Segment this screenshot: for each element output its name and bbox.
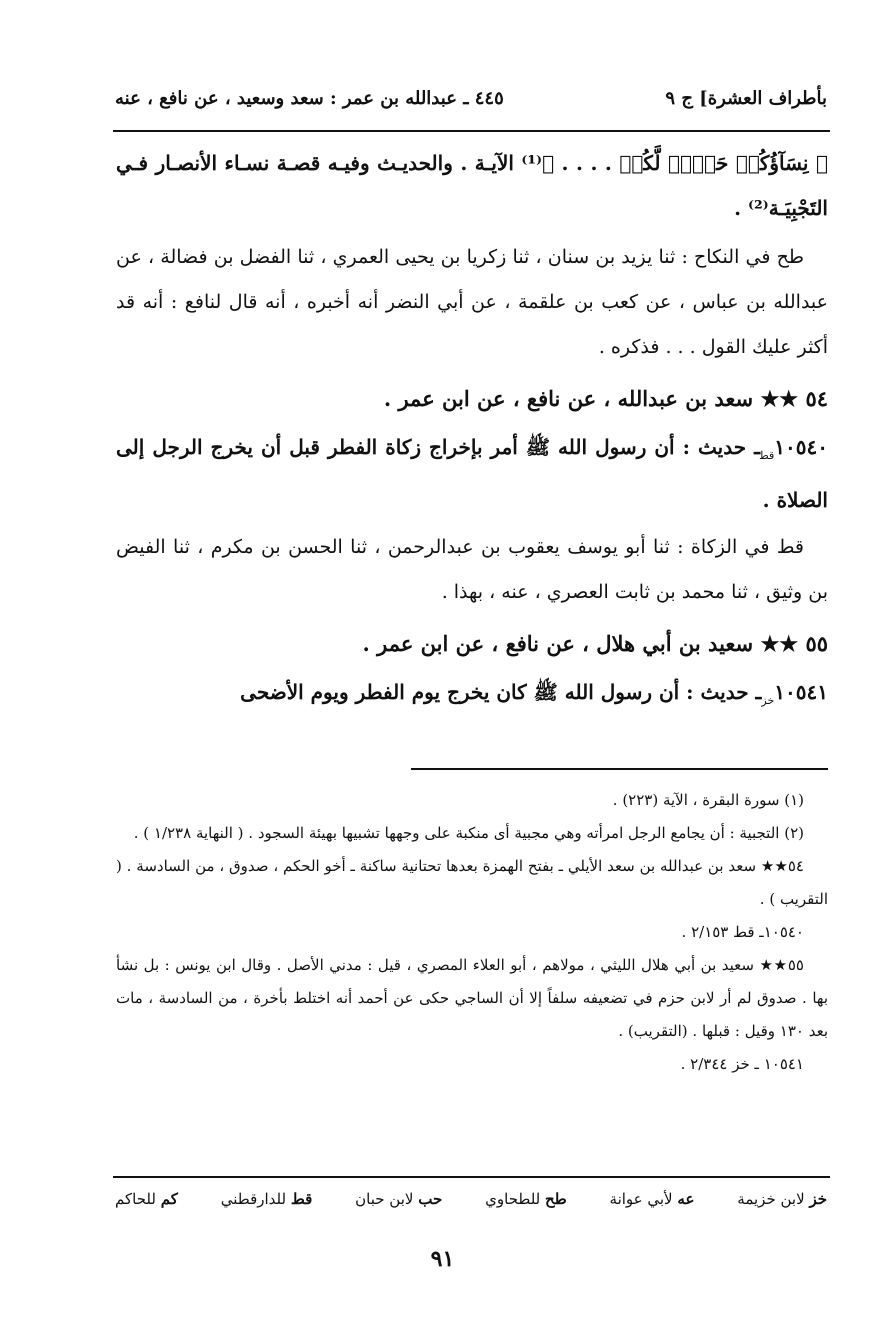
abbr-code: عه xyxy=(677,1190,695,1208)
hadith-text: ـ حديث : أن رسول الله ﷺ أمر بإخراج زكاة الفطر قبل أن يخرج الرجل إلى الصلاة . xyxy=(116,435,828,512)
abbreviations-rule xyxy=(113,1176,830,1178)
abbr-label: للطحاوي xyxy=(485,1190,541,1208)
abbr-code: كم xyxy=(160,1190,178,1208)
hadith-10541 xyxy=(116,670,828,723)
footnote-separator xyxy=(411,768,828,770)
abbr-code: حب xyxy=(418,1190,443,1208)
abbr-item xyxy=(737,1190,827,1208)
isnad-paragraph-2: قط في الزكاة : ثنا أبو يوسف يعقوب بن عبدالرحمن ، ثنا الحسن بن مكرم ، ثنا الفيض بن وثيق ، ثنا محمد بن ثابت العصري ، عنه ، بهذا . xyxy=(116,536,828,603)
abbr-item xyxy=(610,1190,695,1208)
abbr-item xyxy=(485,1190,566,1208)
abbr-code: خز xyxy=(809,1190,827,1208)
footnote-narrator-54: ٥٤★★ سعد بن عبدالله بن سعد الأيلي ـ بفتح الهمزة بعدها تحتانية ساكنة ـ أخو الحكم ، صدوق ، من السادسة . ( التقريب ) . xyxy=(116,857,828,908)
abbr-item xyxy=(115,1190,178,1208)
hadith-text: ـ حديث : أن رسول الله ﷺ كان يخرج يوم الفطر ويوم الأضحى xyxy=(240,680,762,704)
narrator-heading-54: ٥٤ ★★ سعد بن عبدالله ، عن نافع ، عن ابن عمر . xyxy=(383,386,828,411)
isnad-paragraph-1: طح في النكاح : ثنا يزيد بن سنان ، ثنا زكريا بن يحيى العمري ، ثنا الفضل بن فضالة ، عن عبدالله بن عباس ، عن كعب بن علقمة ، عن أبي النضر أنه أخبره ، أنه قال لنافع : أنه قد أكثر عليك القول . . . فذكره . xyxy=(116,246,828,358)
abbr-label: للدارقطني xyxy=(220,1190,287,1208)
source-siglum: قط xyxy=(759,449,775,462)
header-rule xyxy=(113,130,830,132)
abbr-item xyxy=(355,1190,442,1208)
footnote-1: (١) سورة البقرة ، الآية (٢٢٣) . xyxy=(612,791,804,809)
narrator-heading-55: ٥٥ ★★ سعيد بن أبي هلال ، عن نافع ، عن ابن عمر . xyxy=(362,631,828,656)
header-right: بأطراف العشرة] ج ٩ xyxy=(665,88,827,109)
source-siglum: خز xyxy=(761,694,775,707)
hadith-10540 xyxy=(116,425,828,523)
abbr-code: طح xyxy=(545,1190,567,1208)
abbr-item xyxy=(221,1190,313,1208)
footnote-hadith-10540: ١٠٥٤٠ـ قط ٢/١٥٣ . xyxy=(681,923,804,941)
running-header xyxy=(115,88,827,109)
abbr-label: لابن خزيمة xyxy=(737,1190,805,1208)
abbr-label: للحاكم xyxy=(115,1190,156,1208)
footnote-2: (٢) التجبية : أن يجامع الرجل امرأته وهي مجبية أى منكبة على وجهها تشبيها بهيئة السجود . ( النهاية ١/٢٣٨ ) . xyxy=(133,824,804,842)
page-number: ٩١ xyxy=(430,1246,455,1272)
abbr-label: لأبي عوانة xyxy=(609,1190,673,1208)
verse-paragraph: ﴿ نِسَآؤُكُمۡ حَرۡثٞ لَّكُمۡ . . . . ﴾⁽¹⁾ الآيـة . والحديـث وفيـه قصـة نسـاء الأنصـار فـي التَجْبِيَـة⁽²⁾ . xyxy=(116,151,828,220)
abbr-code: قط xyxy=(290,1190,313,1208)
footnote-hadith-10541: ١٠٥٤١ ـ خز ٢/٣٤٤ . xyxy=(680,1055,804,1073)
footnotes xyxy=(116,784,828,1081)
hadith-number: ١٠٥٤٠ xyxy=(774,435,828,459)
main-text xyxy=(116,141,828,723)
abbr-label: لابن حبان xyxy=(355,1190,414,1208)
abbreviations-legend xyxy=(115,1190,827,1208)
footnote-narrator-55: ٥٥★★ سعيد بن أبي هلال الليثي ، مولاهم ، أبو العلاء المصري ، قيل : مدني الأصل . وقال ابن يونس : بل نشأ بها . صدوق لم أر لابن حزم في تضعيفه سلفاً إلا أن الساجي حكى عن أحمد أنه اختلط بأخرة ، من السادسة ، مات بعد ١٣٠ وقيل : قبلها . (التقريب) . xyxy=(116,956,828,1040)
hadith-number: ١٠٥٤١ xyxy=(774,680,828,704)
header-left: ٤٤٥ ـ عبدالله بن عمر : سعد وسعيد ، عن نافع ، عنه xyxy=(115,88,504,109)
